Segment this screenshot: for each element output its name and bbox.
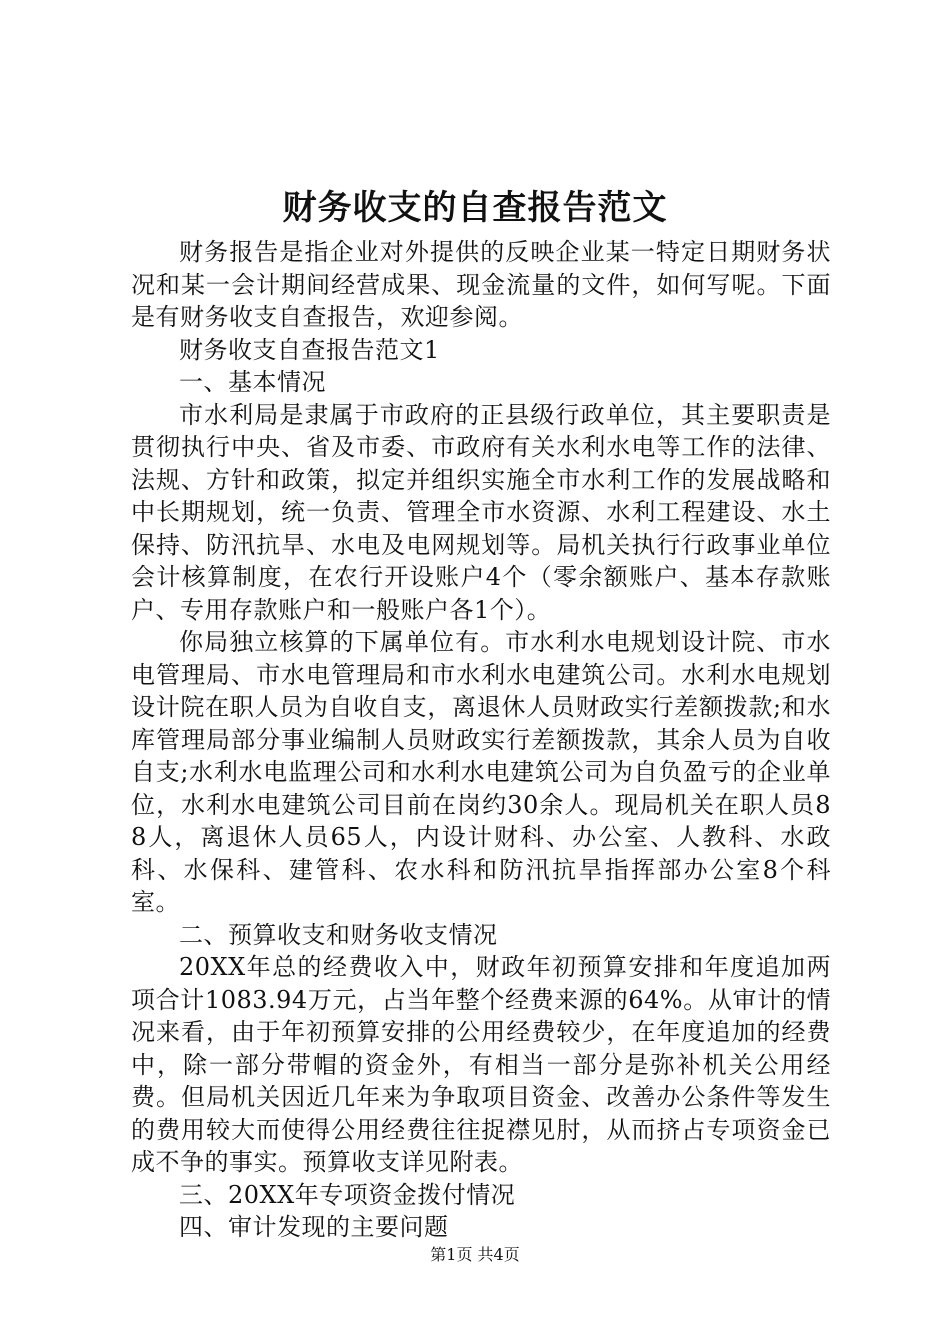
page-footer: 第1页 共4页 — [430, 1245, 520, 1264]
basic-situation-paragraph: 市水利局是隶属于市政府的正县级行政单位，其主要职责是贯彻执行中央、省及市委、市政府有关水利水电等工作的法律、法规、方针和政策，拟定并组织实施全市水利工作的发展战略和中长期规划，统一负责、管理全市水资源、水利工程建设、水土保持、防汛抗旱、水电及电网规划等。局机关执行行政事业单位会计核算制度，在农行开设账户4个（零余额账户、基本存款账户、专用存款账户和一般账户各1个）。 — [131, 400, 831, 624]
document-title: 财务收支的自查报告范文 — [282, 188, 668, 228]
section-heading-budget: 二、预算收支和财务收支情况 — [179, 920, 498, 949]
section-heading-audit-issues: 四、审计发现的主要问题 — [179, 1213, 449, 1241]
subordinate-units-paragraph: 你局独立核算的下属单位有。市水利水电规划设计院、市水电管理局、市水电管理局和市水利水电建筑公司。水利水电规划设计院在职人员为自收自支，离退休人员财政实行差额拨款;和水库管理局部分事业编制人员财政实行差额拨款，其余人员为自收自支;水利水电监理公司和水利水电建筑公司为自负盈亏的企业单位，水利水电建筑公司目前在岗约30余人。现局机关在职人员88人，离退休人员65人，内设计财科、办公室、人教科、水政科、水保科、建管科、农水科和防汛抗旱指挥部办公室8个科室。 — [131, 628, 831, 916]
section-heading-basic-situation: 一、基本情况 — [179, 368, 326, 396]
sample-heading: 财务收支自查报告范文1 — [179, 335, 440, 364]
section-heading-special-funds: 三、20XX年专项资金拨付情况 — [179, 1180, 516, 1209]
intro-paragraph: 财务报告是指企业对外提供的反映企业某一特定日期财务状况和某一会计期间经营成果、现金流量的文件，如何写呢。下面是有财务收支自查报告，欢迎参阅。 — [131, 238, 831, 331]
budget-paragraph: 20XX年总的经费收入中，财政年初预算安排和年度追加两项合计1083.94万元，占当年整个经费来源的64%。从审计的情况来看，由于年初预算安排的公用经费较少，在年度追加的经费中，除一部分带帽的资金外，有相当一部分是弥补机关公用经费。但局机关因近几年来为争取项目资金、改善办公条件等发生的费用较大而使得公用经费往往捉襟见肘，从而挤占专项资金已成不争的事实。预算收支详见附表。 — [131, 953, 831, 1176]
document-body — [131, 236, 831, 1244]
